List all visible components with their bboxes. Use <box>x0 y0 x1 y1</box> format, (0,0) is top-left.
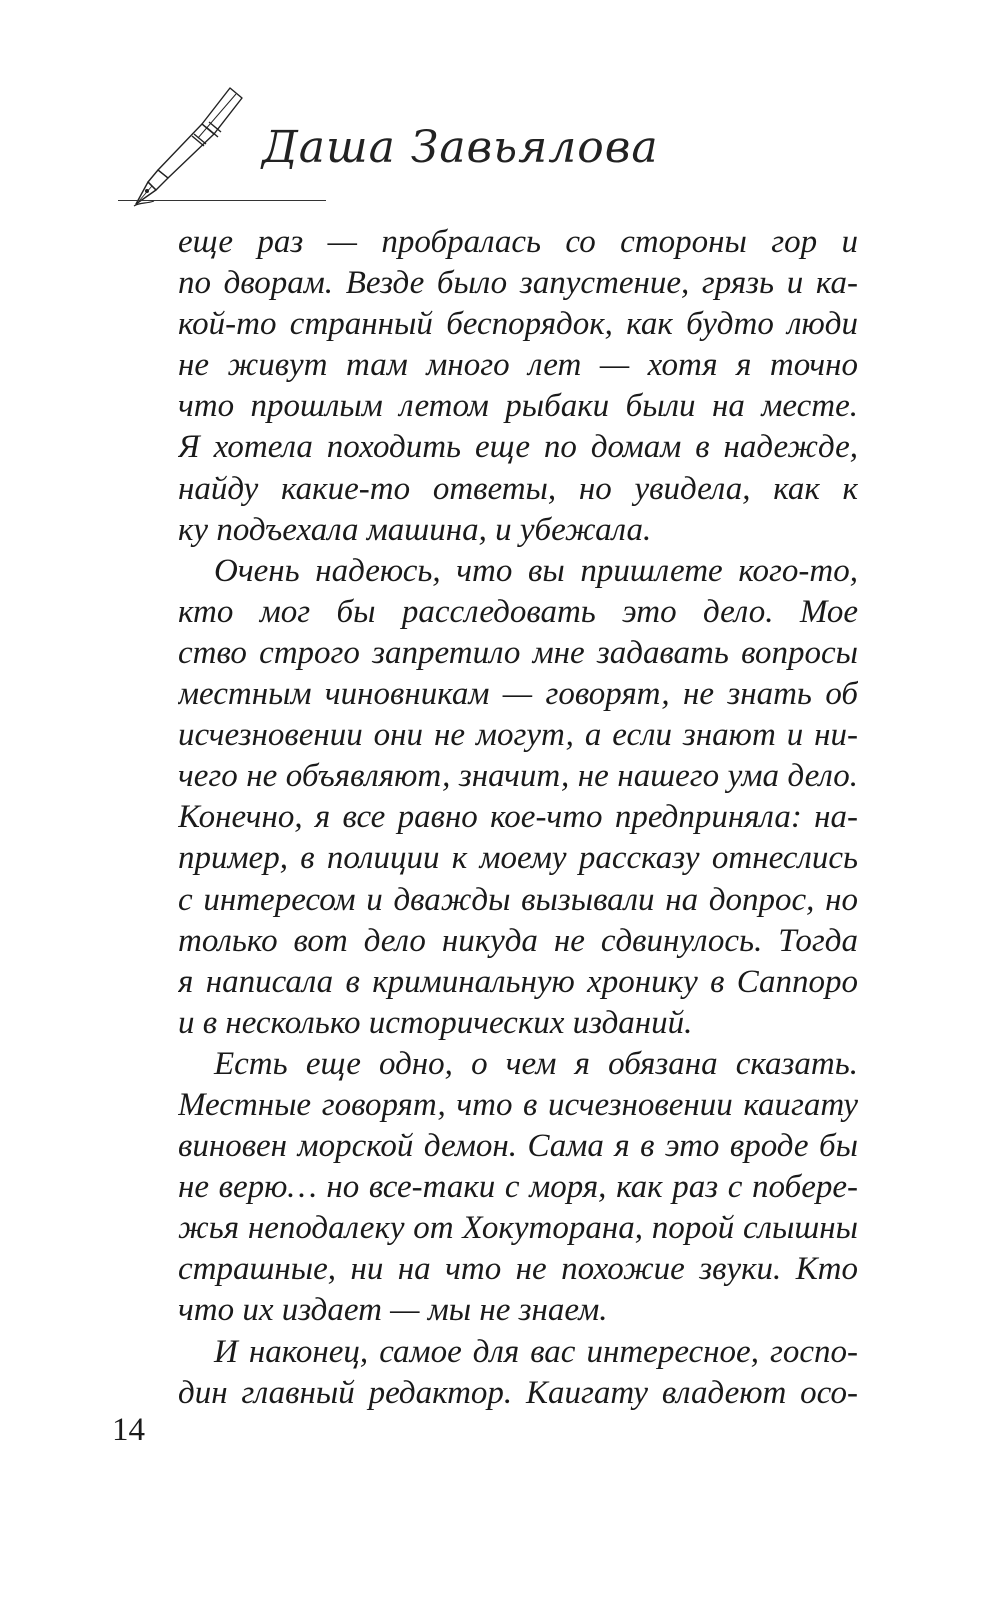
text-line: что прошлым летом рыбаки были на месте. <box>178 388 858 425</box>
text-line: кто мог бы расследовать это дело. Мое <box>178 593 858 630</box>
text-line: местным чиновникам — говорят, не знать об <box>178 676 858 713</box>
text-line: только вот дело никуда не сдвинулось. Тогда <box>178 922 858 959</box>
body-text <box>178 222 858 1414</box>
text-line: Конечно, я все равно кое-что предприняла: на- <box>178 799 858 836</box>
text-line: я написала в криминальную хронику в Саппоро <box>178 963 858 1000</box>
text-line: что их издает — мы не знаем. <box>178 1292 608 1329</box>
text-line: не живут там много лет — хотя я точно <box>178 347 858 384</box>
text-line: ку подъехала машина, и убежала. <box>178 511 652 548</box>
paragraph-first-line: И наконец, самое для вас интересное, госпо- <box>214 1333 858 1370</box>
text-line: не верю… но все-таки с моря, как раз с побере- <box>178 1169 858 1206</box>
text-line: еще раз — пробралась со стороны гор и <box>178 224 858 260</box>
paragraph-first-line: Есть еще одно, о чем я обязана сказать. <box>214 1045 858 1082</box>
text-line: страшные, ни на что не похожие звуки. Кто <box>178 1251 858 1288</box>
header-rule <box>118 200 326 201</box>
text-line: Местные говорят, что в исчезновении каигату <box>178 1086 858 1123</box>
text-line: ство строго запретило мне задавать вопросы <box>178 634 858 671</box>
text-line: пример, в полиции к моему рассказу отнеслись <box>178 840 858 877</box>
text-line: кой-то странный беспорядок, как будто люди <box>178 306 858 343</box>
text-line: чего не объявляют, значит, не нашего ума дело. <box>178 758 858 795</box>
running-header <box>0 0 1000 240</box>
fountain-pen-icon <box>110 82 260 212</box>
paragraph-first-line: Очень надеюсь, что вы пришлете кого-то, <box>214 552 858 589</box>
author-name: Даша Завьялова <box>262 122 659 173</box>
text-line: и в несколько исторических изданий. <box>178 1004 693 1041</box>
text-line: жья неподалеку от Хокуторана, порой слышны <box>178 1210 858 1247</box>
text-line: с интересом и дважды вызывали на допрос, но <box>178 881 858 918</box>
text-line: Я хотела походить еще по домам в надежде, <box>178 429 858 466</box>
text-line: дин главный редактор. Каигату владеют осо- <box>178 1374 858 1411</box>
text-line: исчезновении они не могут, а если знают и ни- <box>178 717 858 754</box>
text-line: найду какие-то ответы, но увидела, как к <box>178 470 858 507</box>
page-number: 14 <box>112 1412 145 1448</box>
text-line: по дворам. Везде было запустение, грязь и ка- <box>178 265 858 302</box>
text-line: виновен морской демон. Сама я в это вроде бы <box>178 1128 858 1165</box>
